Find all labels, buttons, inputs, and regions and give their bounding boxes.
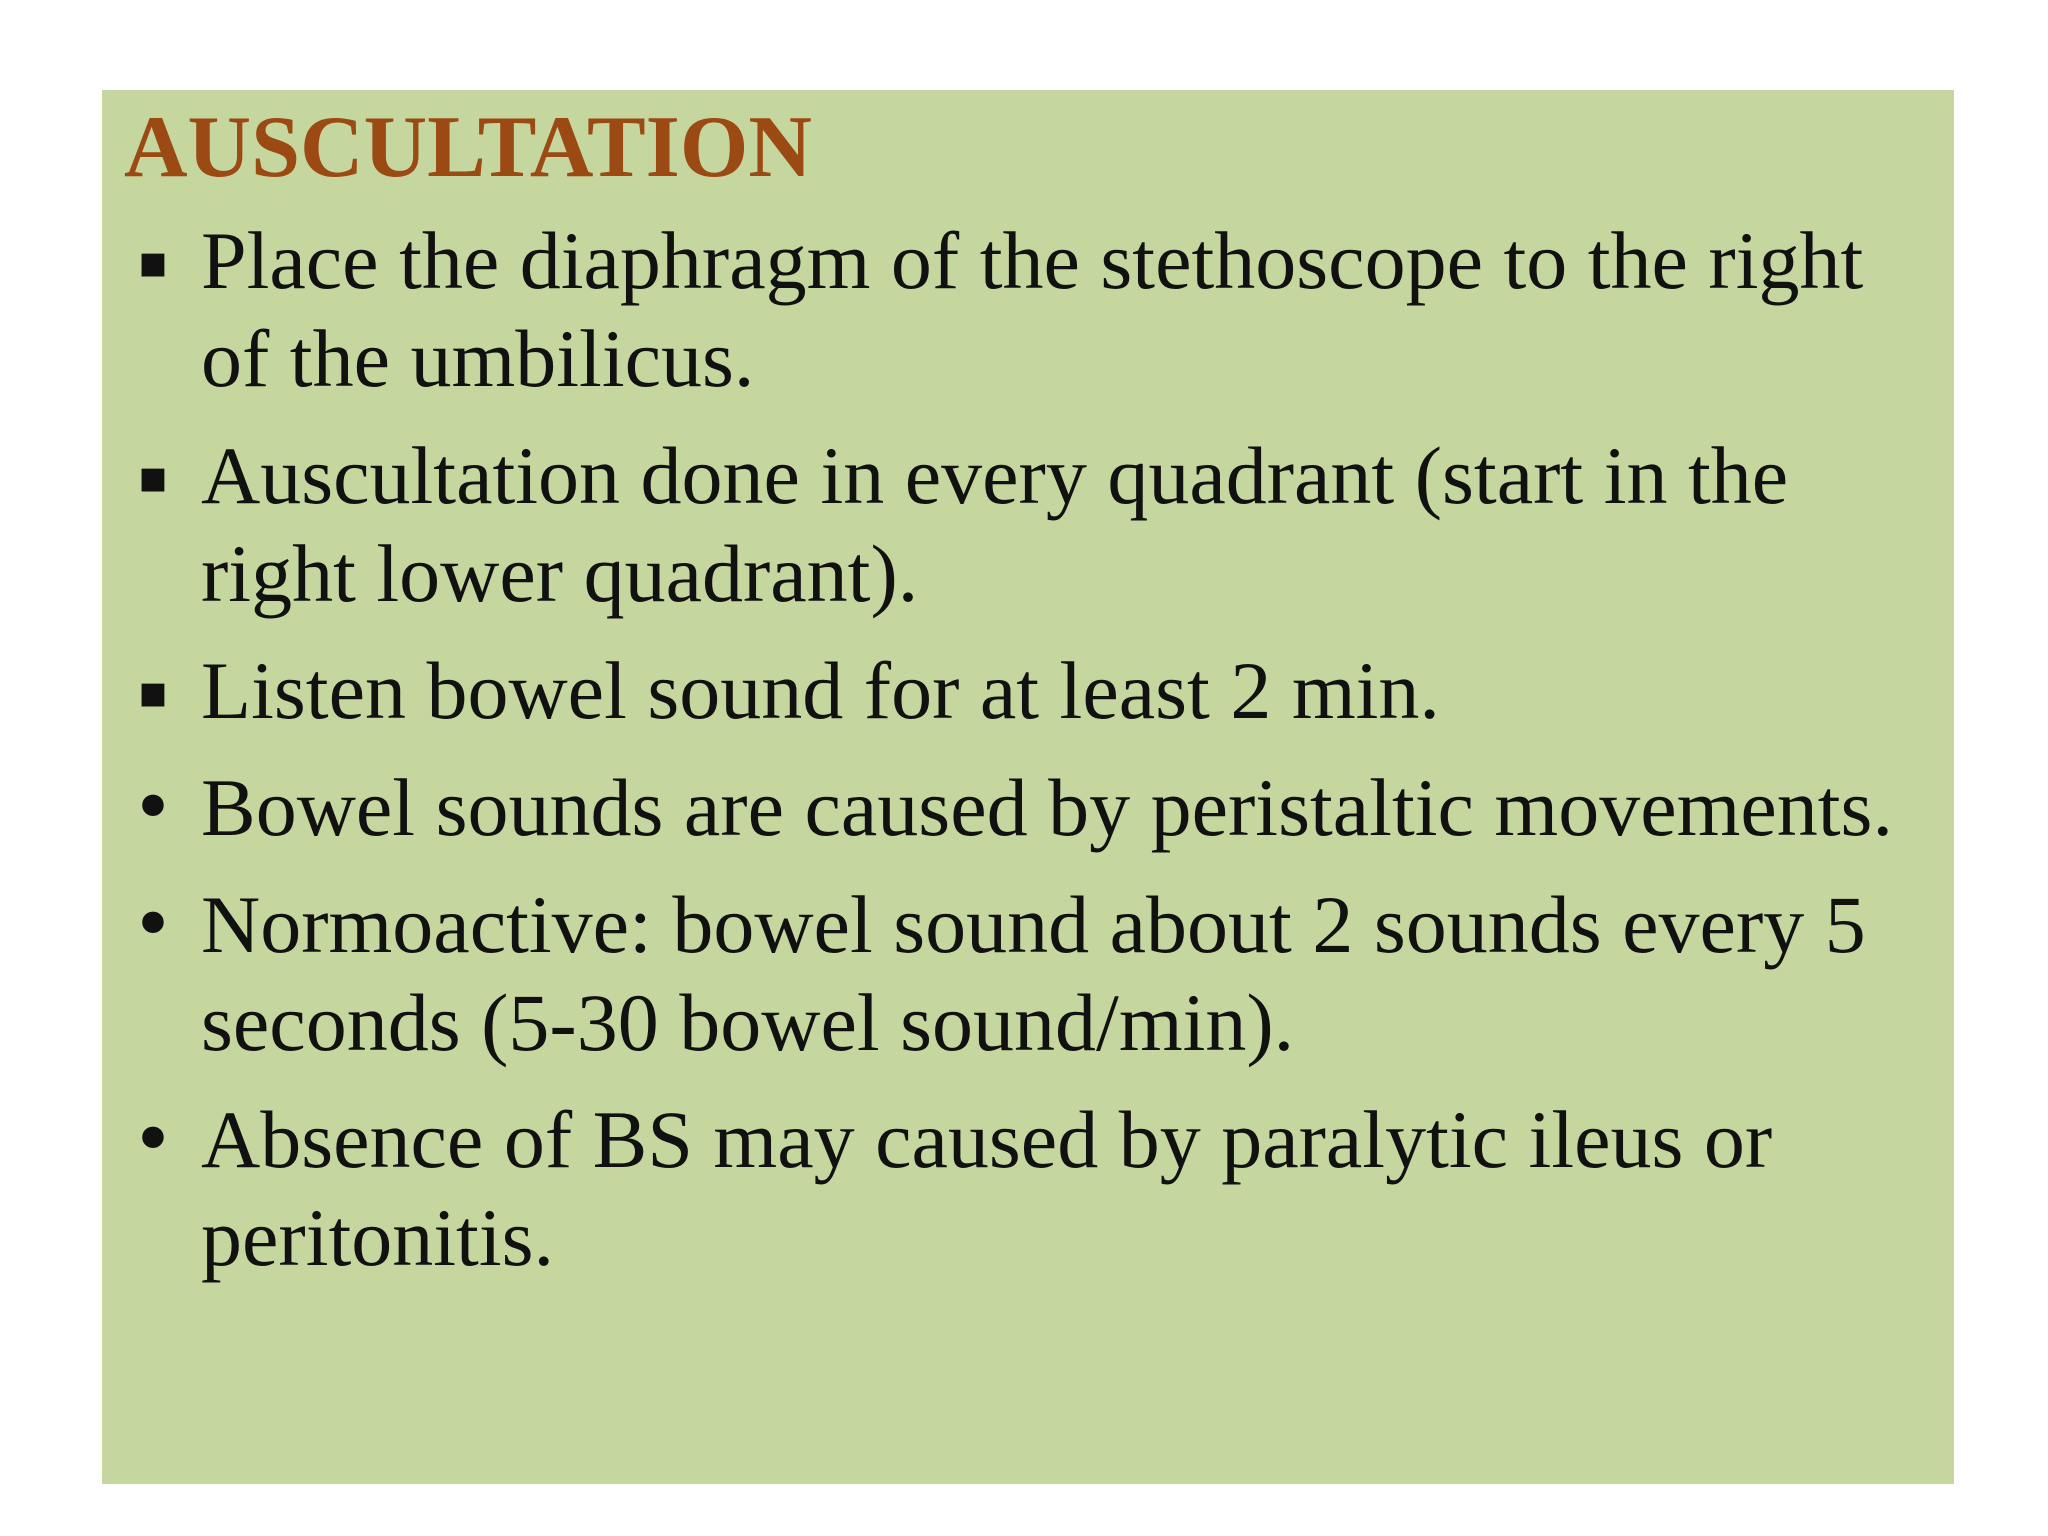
dot-bullet-icon: • [131, 882, 175, 968]
bullet-item-every-quadrant [102, 427, 1954, 623]
square-bullet-icon: ▪ [137, 234, 169, 288]
square-bullet-icon: ▪ [137, 449, 169, 503]
bullet-text: Normoactive: bowel sound about 2 sounds every 5 seconds (5-30 bowel sound/min). [201, 879, 1866, 1068]
bullet-text: Auscultation done in every quadrant (start in the right lower quadrant). [201, 430, 1789, 619]
bullet-text: Listen bowel sound for at least 2 min. [201, 645, 1440, 736]
bullet-text: Bowel sounds are caused by peristaltic movements. [201, 762, 1893, 853]
bullet-text: Absence of BS may caused by paralytic ileus or peritonitis. [201, 1094, 1773, 1283]
dot-bullet-icon: • [131, 1097, 175, 1183]
bullet-item-absence-of-bs [102, 1091, 1954, 1287]
dot-bullet-icon: • [131, 765, 175, 851]
bullet-item-diaphragm-placement [102, 212, 1954, 408]
slide-title: AUSCULTATION [124, 99, 812, 196]
bullet-item-peristaltic-cause [102, 759, 1954, 857]
bullet-list [102, 212, 1954, 1306]
square-bullet-icon: ▪ [137, 664, 169, 718]
bullet-text: Place the diaphragm of the stethoscope to the right of the umbilicus. [201, 215, 1864, 404]
bullet-item-normoactive [102, 876, 1954, 1072]
slide-panel [102, 90, 1954, 1484]
bullet-item-listen-duration [102, 642, 1954, 740]
